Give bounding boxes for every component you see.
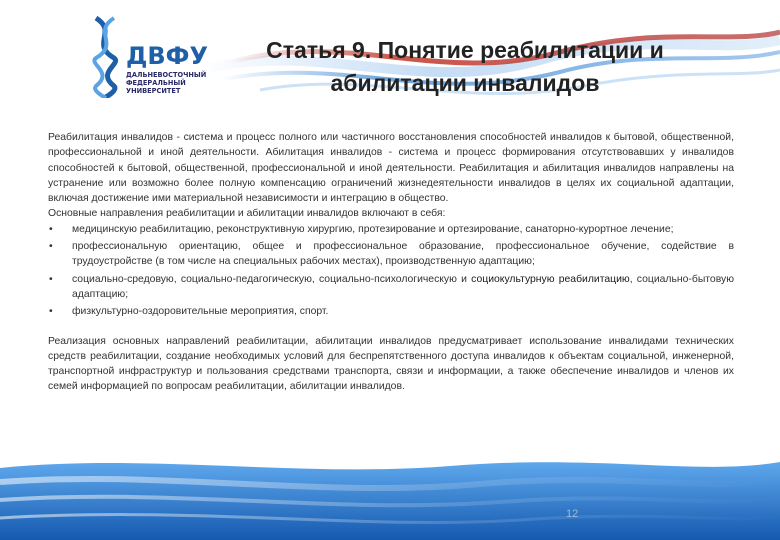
page-number: 12 (566, 508, 579, 520)
list-item (48, 272, 734, 303)
list-item (48, 239, 734, 270)
bullet-icon: • (49, 273, 53, 285)
slide-title (210, 34, 720, 100)
bullet-icon: • (49, 223, 53, 235)
list-item-text: медицинскую реабилитацию, реконструктивную хирургию, протезирование и ортезирование, санаторно-курортное лечение; (72, 223, 674, 235)
list-item (48, 222, 734, 237)
directions-list (48, 222, 734, 320)
list-item-text: профессиональную ориентацию, общее и профессиональное образование, профессиональное обучение, содействие в трудоустройстве (в том числе на специальных рабочих местах), производственную адаптацию; (72, 241, 734, 268)
paragraph-implementation: Реализация основных направлений реабилитации, абилитации инвалидов предусматривает использование инвалидами технических средств реабилитации, создание необходимых условий для беспрепятственного доступа инвалидов к объектам социальной, инженерной, транспортной инфраструктур и пользования средствами транспорта, связи и информации, а также обеспечение инвалидов и членов их семей информацией по вопросам реабилитации, абилитации инвалидов. (48, 335, 734, 393)
paragraph-definition: Реабилитация инвалидов - система и процесс полного или частичного восстановления способностей инвалидов к бытовой, общественной, профессиональной и иной деятельности. Абилитация инвалидов - система и процесс формирования отсутствовавших у инвалидов способностей к бытовой, общественной, профессиональной и иной деятельности. Реабилитация и абилитация инвалидов направлены на устранение или возможно более полную компенсацию ограничений жизнедеятельности инвалидов в целях их социальной адаптации, включая достижение ими материальной независимости и интеграцию в общество. (48, 132, 734, 205)
dvfu-helix-logo-icon (88, 14, 122, 98)
dvfu-logo (88, 14, 208, 104)
bullet-icon: • (49, 306, 53, 318)
footer-waves-decoration (0, 448, 780, 540)
slide-title-line-2: абилитации инвалидов (330, 70, 600, 96)
list-item-text-start: социально-средовую, социально-педагогическую, социально-психологическую и (72, 273, 472, 285)
logo-abbreviation: ДВФУ (126, 42, 208, 70)
list-item (48, 304, 734, 319)
list-item-text-end: , социально-бытовую адаптацию; (72, 273, 734, 300)
logo-line-3: УНИВЕРСИТЕТ (126, 87, 181, 95)
logo-line-1: ДАЛЬНЕВОСТОЧНЫЙ (126, 71, 207, 79)
list-item-text: физкультурно-оздоровительные мероприятия, спорт. (72, 306, 329, 318)
sociocultural-rehabilitation-link[interactable]: социокультурную реабилитацию (471, 273, 630, 285)
paragraph-directions-intro: Основные направления реабилитации и абилитации инвалидов включают в себя: (48, 208, 446, 220)
slide-title-line-1: Статья 9. Понятие реабилитации и (266, 37, 664, 63)
bullet-icon: • (49, 241, 53, 253)
logo-line-2: ФЕДЕРАЛЬНЫЙ (126, 79, 186, 87)
slide-body (48, 130, 734, 395)
